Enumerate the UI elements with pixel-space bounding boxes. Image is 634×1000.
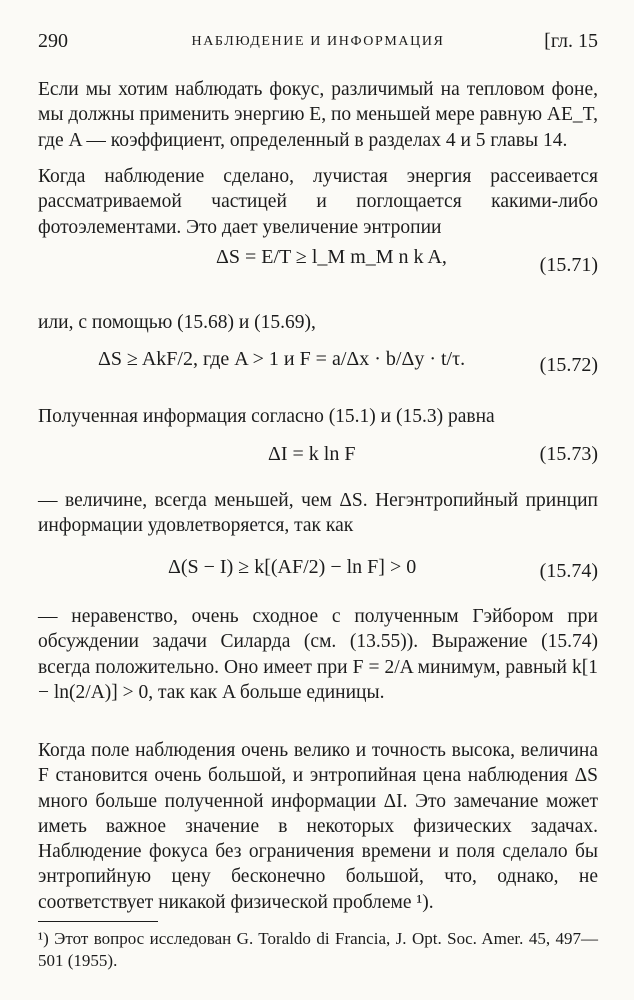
equation-body: ΔS ≥ AkF/2, где A > 1 и F = a/Δx · b/Δy · t/τ. [98,348,466,370]
equation-body: ΔS = E/T ≥ l_M m_M n k A, [216,246,447,268]
equation-15-73 [38,443,598,493]
paragraph-4: Полученная информация согласно (15.1) и (15.3) равна [38,406,495,427]
chapter-label: [гл. 15 [544,30,598,52]
equation-number: (15.72) [539,354,598,376]
paragraph-7: Когда поле наблюдения очень велико и точность высока, величина F становится очень большой, и энтропийная цена наблюдения ΔS много больше полученной информации ΔI. Это замечание может иметь важное значение в некоторых физических задачах. Наблюдение фокуса без ограничения времени и поля сделало бы энтропийную цену бесконечно большой, что, однако, не соответствует никакой физической проблеме ¹). [38,740,598,913]
equation-15-71 [38,246,598,296]
equation-15-72 [38,348,598,398]
footnote: ¹) Этот вопрос исследован G. Toraldo di Francia, J. Opt. Soc. Amer. 45, 497—501 (1955). [38,929,598,970]
paragraph-2: Когда наблюдение сделано, лучистая энергия рассеивается рассматриваемой частицей и поглощается какими-либо фотоэлементами. Это дает увеличение энтропии [38,166,598,238]
equation-number: (15.74) [539,560,598,582]
equation-body: ΔI = k ln F [268,443,356,465]
running-title: НАБЛЮДЕНИЕ И ИНФОРМАЦИЯ [191,34,445,49]
paragraph-3: или, с помощью (15.68) и (15.69), [38,312,316,333]
footnote-rule [38,921,158,922]
equation-15-74 [38,556,598,606]
equation-number: (15.71) [539,254,598,276]
paragraph-5: — величине, всегда меньшей, чем ΔS. Негэнтропийный принцип информации удовлетворяется, так как [38,490,598,537]
page-number: 290 [38,30,68,52]
equation-body: Δ(S − I) ≥ k[(AF/2) − ln F] > 0 [168,556,417,578]
equation-number: (15.73) [539,443,598,465]
page-header [38,30,598,56]
paragraph-6: — неравенство, очень сходное с полученным Гэйбором при обсуждении задачи Силарда (см. (13.55)). Выражение (15.74) всегда положительно. Оно имеет при F = 2/A минимум, равный k[1 − ln(2/A)] > 0, так как A больше единицы. [38,606,598,703]
paragraph-1: Если мы хотим наблюдать фокус, различимый на тепловом фоне, мы должны применить энергию E, по меньшей мере равную AE_T, где A — коэффициент, определенный в разделах 4 и 5 главы 14. [38,79,598,151]
